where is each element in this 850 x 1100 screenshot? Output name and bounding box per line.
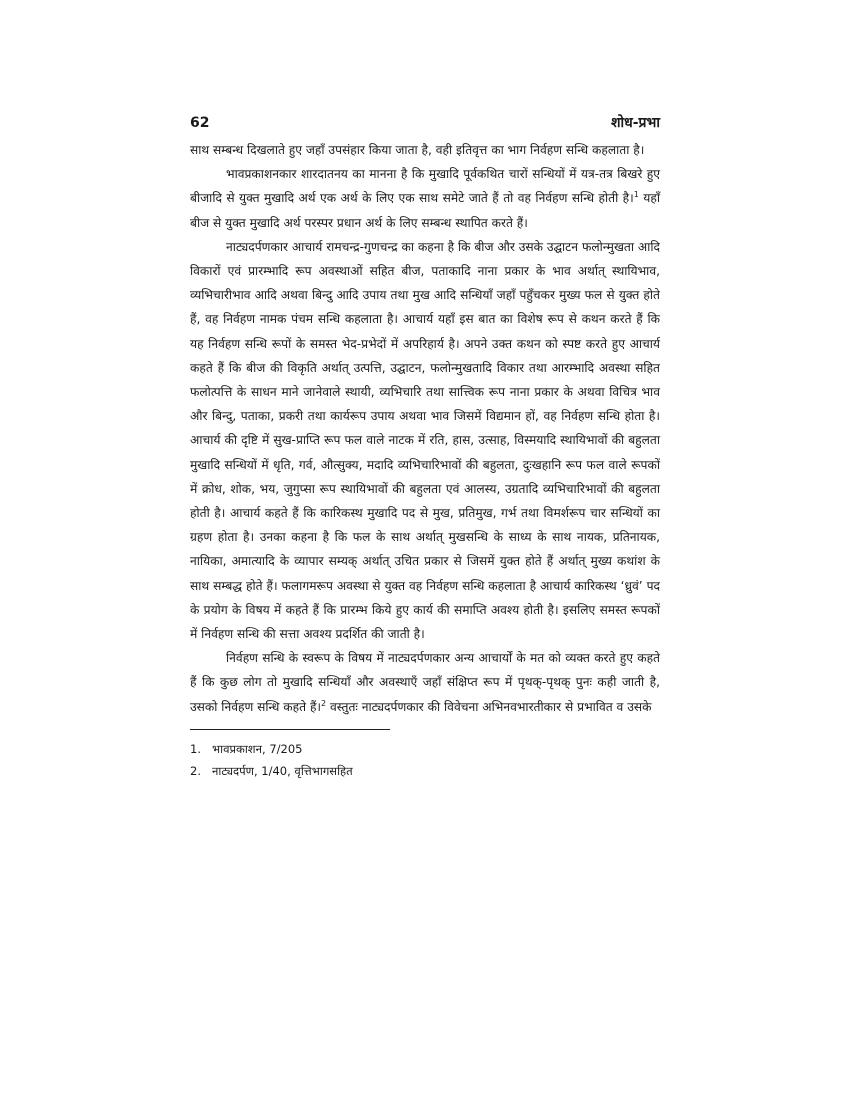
journal-title: शोध-प्रभा xyxy=(610,115,660,131)
footnote xyxy=(190,738,660,760)
paragraph xyxy=(190,162,660,235)
page-body xyxy=(190,113,660,782)
footnote-text: भावप्रकाशन, 7/205 xyxy=(212,741,303,756)
footnote-marker: 2 xyxy=(321,698,327,708)
footnote-number: 2. xyxy=(190,763,201,778)
paragraph xyxy=(190,138,660,162)
footnote-marker: 1 xyxy=(633,190,639,200)
paragraph-text: साथ सम्बन्ध दिखलाते हुए जहाँ उपसंहार किया जाता है, वही इतिवृत्त का भाग निर्वहण सन्धि कहलाता है। xyxy=(190,143,645,157)
footnotes xyxy=(190,738,660,782)
paragraph-text: यहाँ बीज से युक्त मुखादि अर्थ परस्पर प्रधान अर्थ के लिए सम्बन्ध स्थापित करते हैं। xyxy=(190,191,661,230)
running-header xyxy=(190,113,660,132)
paragraph-text: नाट्यदर्पणकार आचार्य रामचन्द्र-गुणचन्द्र का कहना है कि बीज और उसके उद्घाटन फलोन्मुखता आदि विकारों एवं प्रारम्भादि रूप अवस्थाओं सहित बीज, पताकादि नाना प्रकार के भाव अर्थात् स्थायिभाव, व्यभिचारीभाव आदि अथवा बिन्दु आदि उपाय तथा मुख आदि सन्धियाँ जहाँ पहुँचकर मुख्य फल से युक्त होते हैं, वह निर्वहण नामक पंचम सन्धि कहलाता है। आचार्य यहाँ इस बात का विशेष रूप से कथन करते हैं कि यह निर्वहण सन्धि रूपों के समस्त भेद-प्रभेदों में अपरिहार्य है। अपने उक्त कथन को स्पष्ट करते हुए आचार्य कहते हैं कि बीज की विकृति अर्थात् उत्पत्ति, उद्घाटन, फलोन्मुखतादि विकार तथा आरम्भादि अवस्था सहित फलोत्पत्ति के साधन माने जानेवाले स्थायी, व्यभिचारि तथा सात्त्विक रूप नाना प्रकार के अथवा विचित्र भाव और बिन्दु, पताका, प्रकरी तथा कार्यरूप उपाय अथवा भाव जिसमें विद्यमान हों, वह निर्वहण सन्धि होता है। आचार्य की दृष्टि में सुख-प्राप्ति रूप फल वाले नाटक में रति, हास, उत्साह, विस्मयादि स्थायिभावों की बहुलता मुखादि सन्धियों में धृति, गर्व, औत्सुक्य, मदादि व्यभिचारिभावों की बहुलता, दुःखहानि रूप फल वाले रूपकों में क्रोध, शोक, भय, जुगुप्सा रूप स्थायिभावों की बहुलता एवं आलस्य, उग्रतादि व्यभिचारिभावों की बहुलता होती है। आचार्य कहते हैं कि कारिकस्थ मुखादि पद से मुख, प्रतिमुख, गर्भ तथा विमर्शरूप चार सन्धियों का ग्रहण होता है। उनका कहना है कि फल के साथ अर्थात् मुखसन्धि के साध्य के साथ नायक, प्रतिनायक, नायिका, अमात्यादि के व्यापार सम्यक् अर्थात् उचित प्रकार से जिसमें युक्त होते हैं अर्थात् मुख्य कथांश के साथ सम्बद्ध होते हैं। फलागमरूप अवस्था से युक्त वह निर्वहण सन्धि कहलाता है आचार्य कारिकस्थ ‘ध्रुवं’ पद के प्रयोग के विषय में कहते हैं कि प्रारम्भ किये हुए कार्य की समाप्ति अवश्य होती है। इसलिए समस्त रूपकों में निर्वहण सन्धि की सत्ता अवश्य प्रदर्शित की जाती है। xyxy=(190,239,660,642)
paragraph-text: निर्वहण सन्धि के स्वरूप के विषय में नाट्यदर्पणकार अन्य आचार्यों के मत को व्यक्त करते हुए कहते हैं कि कुछ लोग तो मुखादि सन्धियाँ और अवस्थाएँ जहाँ संक्षिप्त रूप में पृथक्-पृथक् पुनः कही जाती है, उसको निर्वहण सन्धि कहते हैं। xyxy=(190,651,660,714)
paragraph xyxy=(190,646,660,719)
footnote-number: 1. xyxy=(190,741,201,756)
footnote-divider xyxy=(190,729,390,730)
main-text xyxy=(190,138,660,719)
paragraph-text: वस्तुतः नाट्यदर्पणकार की विवेचना अभिनवभारतीकार से प्रभावित व उसके xyxy=(326,699,652,714)
footnote xyxy=(190,760,660,782)
paragraph xyxy=(190,235,660,646)
footnote-text: नाट्यदर्पण, 1/40, वृत्तिभागसहित xyxy=(212,763,353,778)
paragraph-text: भावप्रकाशनकार शारदातनय का मानना है कि मुखादि पूर्वकथित चारों सन्धियों में यत्र-तत्र बिखरे हुए बीजादि से युक्त मुखादि अर्थ एक अर्थ के लिए एक साथ समेटे जाते हैं तो वह निर्वहण सन्धि होती है। xyxy=(190,167,660,206)
page-number: 62 xyxy=(190,115,210,131)
